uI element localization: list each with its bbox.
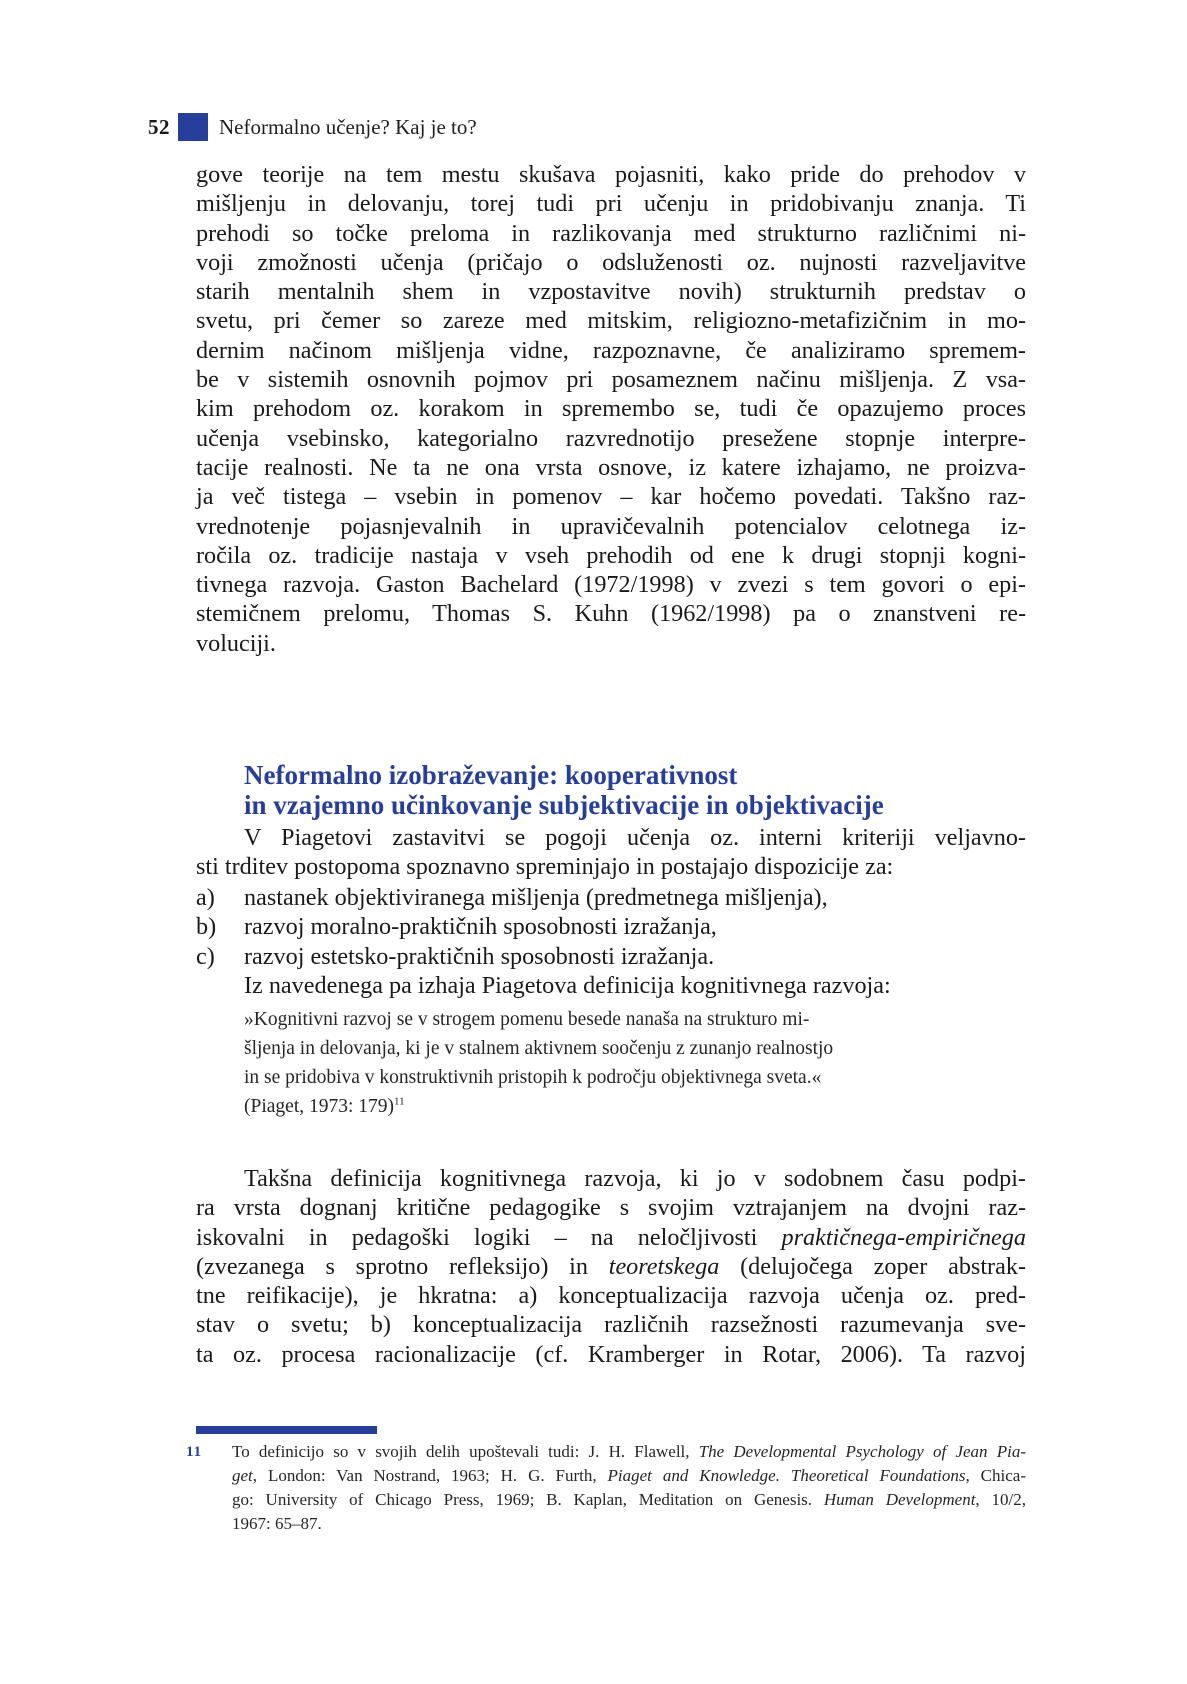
footnote-line [232, 1440, 1026, 1464]
paragraph-line: be v sistemih osnovnih pojmov pri posameznem načinu mišljenja. Z vsa- [196, 366, 1026, 394]
paragraph-line: tacije realnosti. Ne ta ne ona vrsta osnove, iz katere izhajamo, ne proizva- [196, 453, 1026, 481]
definition-intro: Iz navedenega pa izhaja Piagetova definicija kognitivnega razvoja: [244, 972, 891, 999]
list-marker: b) [196, 913, 217, 941]
paragraph-line: Takšna definicija kognitivnega razvoja, ki jo v sodobnem času podpi- [244, 1165, 1026, 1192]
paragraph-line: starih mentalnih shem in vzpostavitve novih) strukturnih predstav o [196, 278, 1026, 306]
paragraph-line: sti trditev postopoma spoznavno spreminjajo in postajajo dispozicije za: [196, 853, 894, 881]
emphasis: praktičnega-empiričnega [781, 1223, 1026, 1251]
text-run: go: University of Chicago Press, 1969; B. Kaplan, Meditation on Genesis. [232, 1490, 824, 1509]
list-item [196, 942, 828, 971]
paragraph-line: ja več tistega – vsebin in pomenov – kar hočemo povedati. Takšno raz- [196, 483, 1026, 511]
text-run: To definicijo so v svojih delih upoštevali tudi: J. H. Flawell, [232, 1442, 699, 1461]
paragraph-line: voluciji. [196, 629, 276, 657]
paragraph-line: dernim načinom mišljenja vidne, razpoznavne, če analiziramo spremem- [196, 336, 1026, 364]
paragraph-line: ta oz. procesa racionalizacije (cf. Kramberger in Rotar, 2006). Ta razvoj [196, 1340, 1026, 1368]
emphasis: teoretskega [608, 1252, 720, 1280]
text-run: , London: Van Nostrand, 1963; H. G. Furth, [252, 1466, 608, 1485]
paragraph-line: tivnega razvoja. Gaston Bachelard (1972/1998) v zvezi s tem govori o epi- [196, 571, 1026, 599]
text-run: (delujočega zoper abstrak- [719, 1252, 1027, 1280]
paragraph-line: kim prehodom oz. korakom in spremembo se, tudi če opazujemo proces [196, 395, 1026, 423]
paragraph-line: vrednotenje pojasnjevalnih in upravičevalnih potencialov celotnega iz- [196, 512, 1026, 540]
paragraph-1 [196, 160, 1026, 658]
running-head [148, 112, 477, 142]
paragraph-line [196, 1252, 1026, 1281]
footnote-text [232, 1440, 1026, 1536]
list-item [196, 912, 828, 941]
paragraph-line: gove teorije na tem mestu skušava pojasniti, kako pride do prehodov v [196, 161, 1026, 188]
book-title: The Developmental Psychology of Jean Pia- [698, 1442, 1026, 1461]
footnote-line [232, 1464, 1026, 1488]
list-marker: c) [196, 942, 215, 970]
block-quote [244, 1005, 964, 1121]
paragraph-line: voji zmožnosti učenja (pričajo o odsluženosti oz. nujnosti razveljavitve [196, 248, 1026, 276]
paragraph-line: stav o svetu; b) konceptualizacija različnih razsežnosti razumevanja sve- [196, 1311, 1026, 1339]
quote-citation: (Piaget, 1973: 179) [244, 1096, 395, 1117]
footnote-reference[interactable]: 11 [394, 1095, 405, 1108]
footnote-11 [186, 1440, 1026, 1536]
journal-title: Human Development [823, 1490, 976, 1509]
text-run: iskovalni in pedagoški logiki – na neločljivosti [196, 1223, 782, 1251]
paragraph-line [196, 1223, 1026, 1252]
paragraph-line: prehodi so točke preloma in razlikovanja med strukturno različnimi ni- [196, 219, 1026, 247]
footnote-number: 11 [186, 1444, 203, 1460]
paragraph-3 [196, 1164, 1026, 1369]
paragraph-line: tne reifikacije), je hkratna: a) konceptualizacija razvoja učenja oz. pred- [196, 1282, 1026, 1310]
book-title: Piaget and Knowledge. Theoretical Foundations [607, 1466, 966, 1485]
list-item [196, 883, 828, 912]
paragraph-line: svetu, pri čemer so zareze med mitskim, religiozno-metafizičnim in mo- [196, 307, 1026, 335]
section-heading-line: in vzajemno učinkovanje subjektivacije in objektivacije [244, 790, 884, 820]
paragraph-line: V Piagetovi zastavitvi se pogoji učenja oz. interni kriteriji veljavno- [244, 824, 1026, 851]
running-head-title: Neformalno učenje? Kaj je to? [219, 114, 477, 139]
paragraph-line: ročila oz. tradicije nastaja v vseh prehodih od ene k drugi stopnji kogni- [196, 541, 1026, 569]
book-title: get [232, 1466, 253, 1485]
quote-line: in se pridobiva v konstruktivnih pristopih k področju objektivnega sveta.« [244, 1067, 822, 1088]
paragraph-line: učenja vsebinsko, kategorialno razvrednotijo presežene stopnje interpre- [196, 424, 1026, 452]
paragraph-2 [196, 823, 1026, 882]
list-marker: a) [196, 884, 215, 911]
page-number: 52 [148, 114, 170, 139]
disposition-list [196, 883, 828, 971]
footnote-line [232, 1488, 1026, 1512]
text-run: (zvezanega s sprotno refleksijo) in [196, 1252, 609, 1280]
chapter-marker-square [178, 113, 208, 141]
section-heading [244, 760, 884, 820]
section-heading-line: Neformalno izobraževanje: kooperativnost [244, 760, 738, 790]
footnote-line: 1967: 65–87. [232, 1514, 322, 1533]
list-item-text: nastanek objektiviranega mišljenja (predmetnega mišljenja), [244, 884, 828, 911]
list-item-text: razvoj estetsko-praktičnih sposobnosti izražanja. [244, 942, 715, 970]
quote-citation-line [244, 1092, 964, 1121]
paragraph-line: mišljenju in delovanju, torej tudi pri učenju in pridobivanju znanja. Ti [196, 190, 1026, 218]
list-item-text: razvoj moralno-praktičnih sposobnosti izražanja, [244, 913, 717, 941]
paragraph-line: ra vrsta dognanj kritične pedagogike s svojim vztrajanjem na dvojni raz- [196, 1194, 1026, 1222]
footnote-separator [196, 1426, 377, 1434]
quote-line: »Kognitivni razvoj se v strogem pomenu besede nanaša na strukturo mi- [244, 1009, 810, 1030]
text-run: , 10/2, [975, 1490, 1026, 1509]
paragraph-line: stemičnem prelomu, Thomas S. Kuhn (1962/1998) pa o znanstveni re- [196, 600, 1026, 628]
text-run: , Chica- [965, 1466, 1026, 1485]
quote-line: šljenja in delovanja, ki je v stalnem aktivnem soočenju z zunanjo realnostjo [244, 1038, 834, 1059]
